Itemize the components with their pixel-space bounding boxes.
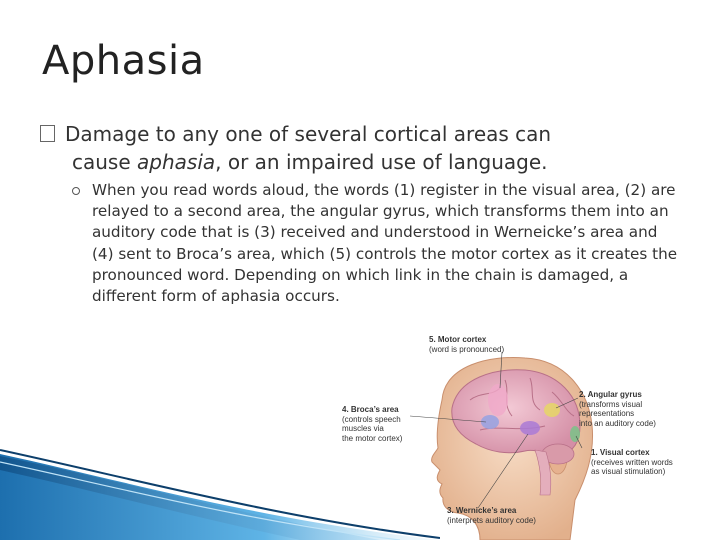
label-broca — [342, 405, 402, 443]
label-visual-desc-1: (receives written words — [591, 457, 673, 467]
label-visual-title: 1. Visual cortex — [591, 448, 650, 457]
label-angular-desc-3: into an auditory code) — [579, 418, 656, 428]
visual-cortex-region — [570, 426, 580, 442]
bullet-main — [40, 120, 680, 176]
label-angular-gyrus — [579, 390, 656, 428]
label-motor-title: 5. Motor cortex — [429, 335, 487, 344]
label-angular-desc-1: (transforms visual — [579, 399, 643, 409]
bullet-main-line2-pre: cause — [72, 150, 138, 174]
bullet-main-line1: Damage to any one of several cortical areas can — [65, 122, 552, 146]
slide-title: Aphasia — [42, 38, 205, 84]
label-broca-title: 4. Broca’s area — [342, 405, 399, 414]
aphasia-term: aphasia — [137, 150, 216, 174]
label-visual-cortex — [591, 448, 673, 477]
label-wernicke-desc: (interprets auditory code) — [447, 515, 536, 525]
label-wernicke — [447, 506, 536, 525]
label-motor-cortex — [429, 335, 504, 354]
label-broca-desc-2: muscles via — [342, 424, 384, 433]
label-visual-desc-2: as visual stimulation) — [591, 467, 666, 476]
square-bullet-icon — [40, 125, 55, 142]
label-angular-title: 2. Angular gyrus — [579, 390, 642, 399]
bullet-main-line2-post: , or an impaired use of language. — [215, 150, 548, 174]
label-wernicke-title: 3. Wernicke’s area — [447, 506, 517, 515]
bullet-sub — [72, 180, 680, 307]
bullet-main-line2 — [40, 148, 680, 176]
label-angular-desc-2: representations — [579, 409, 635, 418]
bullet-sub-text: When you read words aloud, the words (1) register in the visual area, (2) are relayed to a second area, the angular gyrus, which transforms them into an auditory code that is (3) received and understood in Werneicke’s area and (4) sent to Broca’s area, which (5) controls the motor cortex as it creates the pronounced word. Depending on which link in the chain is damaged, a different form of aphasia occurs. — [92, 181, 678, 306]
label-motor-desc: (word is pronounced) — [429, 344, 505, 354]
wernicke-region — [520, 421, 540, 435]
angular-gyrus-region — [544, 403, 560, 417]
label-broca-desc-1: (controls speech — [342, 414, 401, 424]
label-broca-desc-3: the motor cortex) — [342, 433, 403, 443]
ring-bullet-icon — [72, 187, 80, 195]
motor-cortex-region — [488, 384, 508, 416]
